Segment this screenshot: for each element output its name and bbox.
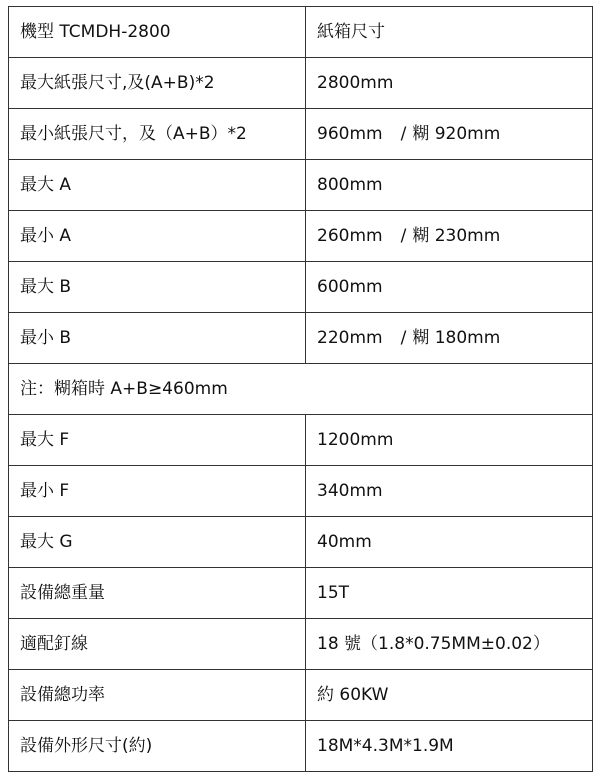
- value-main: 600mm: [317, 277, 383, 297]
- row-label: 最小 B: [9, 313, 306, 364]
- row-value: [306, 262, 593, 313]
- row-value: 340mm: [306, 466, 593, 517]
- row-label: 設備總功率: [9, 670, 306, 721]
- row-value: 約 60KW: [306, 670, 593, 721]
- row-label: 最大 G: [9, 517, 306, 568]
- row-value: [306, 211, 593, 262]
- table-row: [9, 466, 593, 517]
- row-value: 15T: [306, 568, 593, 619]
- table-row: [9, 619, 593, 670]
- table-row: [9, 721, 593, 772]
- row-label: 最小 A: [9, 211, 306, 262]
- note-cell: 注：糊箱時 A+B≥460mm: [9, 364, 593, 415]
- row-value: 18 號（1.8*0.75MM±0.02）: [306, 619, 593, 670]
- row-label: 最大紙張尺寸,及(A+B)*2: [9, 58, 306, 109]
- value-glued: 糊 180mm: [412, 328, 501, 348]
- table-row: [9, 211, 593, 262]
- table-row: [9, 670, 593, 721]
- table-row: [9, 313, 593, 364]
- table-row: [9, 109, 593, 160]
- table-row: [9, 160, 593, 211]
- row-label: 適配釘線: [9, 619, 306, 670]
- table-row: [9, 415, 593, 466]
- row-value: 1200mm: [306, 415, 593, 466]
- row-label: 最小 F: [9, 466, 306, 517]
- table-row: [9, 58, 593, 109]
- table-row: [9, 517, 593, 568]
- spec-table: [8, 6, 593, 772]
- row-label: 設備總重量: [9, 568, 306, 619]
- row-label: 最大 A: [9, 160, 306, 211]
- value-separator: /: [400, 226, 407, 246]
- carton-size-header-cell: 紙箱尺寸: [306, 7, 593, 58]
- table-header-row: [9, 7, 593, 58]
- table-row: [9, 262, 593, 313]
- value-main: 800mm: [317, 175, 383, 195]
- model-cell: 機型 TCMDH-2800: [9, 7, 306, 58]
- row-value: [306, 160, 593, 211]
- row-value: 18M*4.3M*1.9M: [306, 721, 593, 772]
- value-main: 960mm: [317, 124, 383, 144]
- row-label: 設備外形尺寸(約): [9, 721, 306, 772]
- row-value: 40mm: [306, 517, 593, 568]
- row-value: [306, 313, 593, 364]
- row-label: 最小紙張尺寸，及（A+B）*2: [9, 109, 306, 160]
- row-value: [306, 58, 593, 109]
- row-value: [306, 109, 593, 160]
- value-main: 2800mm: [317, 73, 394, 93]
- value-glued: 糊 920mm: [412, 124, 501, 144]
- row-label: 最大 B: [9, 262, 306, 313]
- value-main: 260mm: [317, 226, 383, 246]
- value-glued: 糊 230mm: [412, 226, 501, 246]
- note-row: [9, 364, 593, 415]
- value-separator: /: [400, 124, 407, 144]
- row-label: 最大 F: [9, 415, 306, 466]
- value-main: 220mm: [317, 328, 383, 348]
- table-row: [9, 568, 593, 619]
- value-separator: /: [400, 328, 407, 348]
